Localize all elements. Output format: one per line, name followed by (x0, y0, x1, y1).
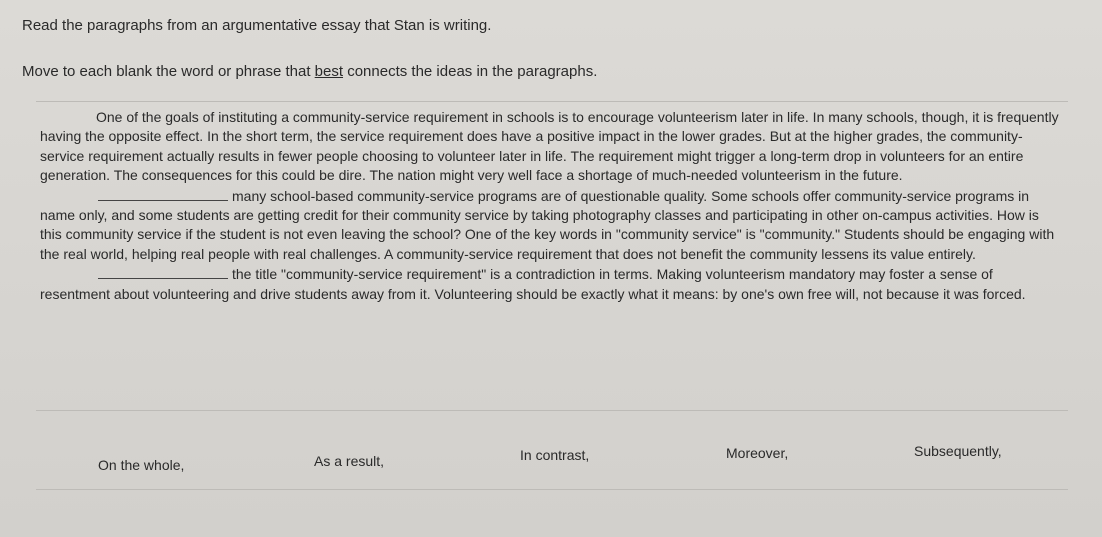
paragraph-3-text: the title "community-service requirement" is a contradiction in terms. Making volunteerism mandatory may foster a sense of resentment about volunteering and drive students away from it. Volunteering should be exactly what it means: by one's own free will, not because it was forced. (40, 266, 1026, 302)
instruction-move (22, 62, 1082, 82)
essay-paragraph-2 (40, 186, 1060, 265)
paragraph-1-text: One of the goals of instituting a community-service requirement in schools is to encourage volunteerism later in life. In many schools, though, it is frequently having the opposite effect. In the short term, the service requirement does have a positive impact in the lower grades. But at the higher grades, the community-service requirement actually results in fewer people choosing to volunteer later in life. The requirement might trigger a long-term drop in volunteers for an entire generation. The consequences for this could be dire. The nation might very well face a shortage of much-needed volunteerism in the future. (40, 109, 1059, 184)
essay-paragraph-1 (40, 108, 1060, 186)
paragraph-2-text: many school-based community-service programs are of questionable quality. Some schools offer community-service programs in name only, and some students are getting credit for their community service by taking photography classes and participating in other on-campus activities. How is this community service if the student is not even leaving the school? One of the key words in "community service" is "community." Students should be engaging with the real world, helping real people with real challenges. A community-service requirement that does not benefit the community lessens its value entirely. (40, 187, 1055, 262)
answer-bank (36, 420, 1068, 490)
choice-on-the-whole[interactable]: On the whole, (98, 457, 185, 473)
instruction-emphasis: best (314, 63, 344, 80)
choice-as-a-result[interactable]: As a result, (314, 453, 385, 469)
choice-moreover[interactable]: Moreover, (726, 445, 789, 461)
blank-drop-target-1[interactable] (98, 186, 228, 201)
essay-paragraph-3 (40, 264, 1060, 304)
instruction-move-suffix: connects the ideas in the paragraphs. (343, 63, 598, 80)
essay-passage (36, 101, 1068, 411)
instruction-move-prefix: Move to each blank the word or phrase that (22, 63, 315, 80)
instructions-header (22, 16, 1082, 82)
choice-in-contrast[interactable]: In contrast, (520, 447, 590, 463)
instruction-read: Read the paragraphs from an argumentative essay that Stan is writing. (22, 17, 492, 34)
choice-subsequently[interactable]: Subsequently, (914, 443, 1002, 459)
blank-drop-target-2[interactable] (98, 264, 228, 279)
